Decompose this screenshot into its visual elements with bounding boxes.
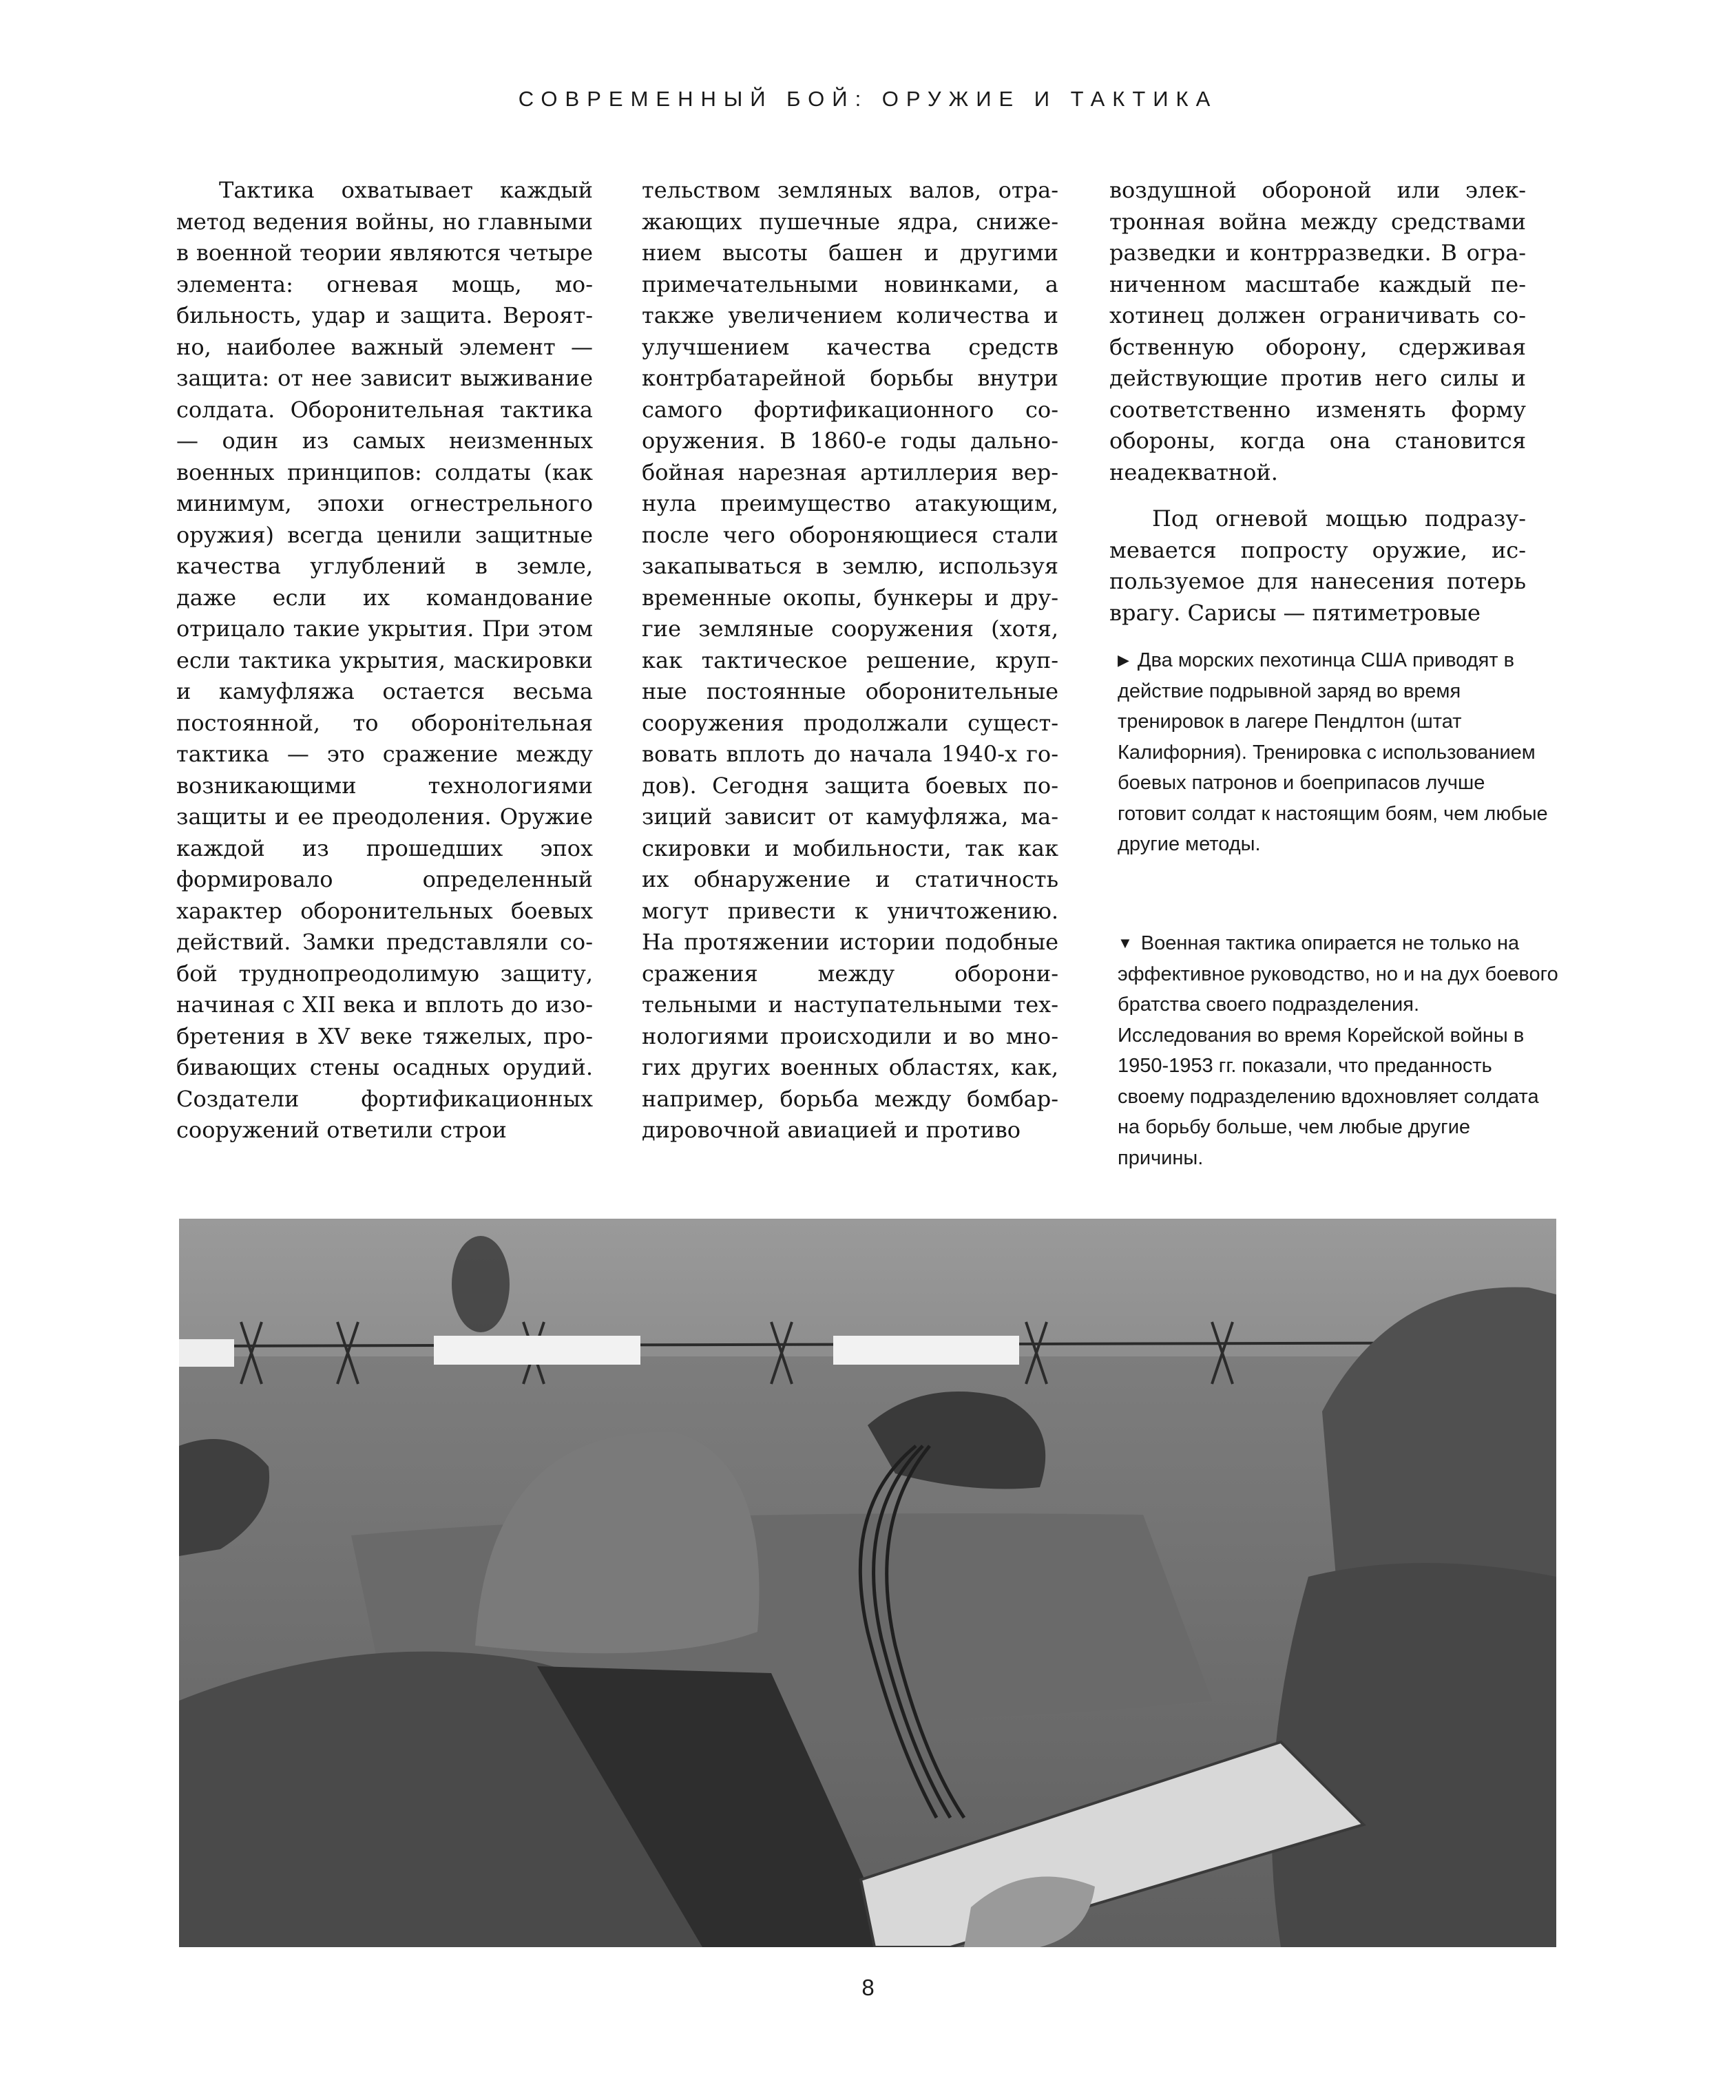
photo-target-panel [179, 1339, 234, 1367]
text-column-3 [1109, 175, 1526, 644]
text-column-1 [176, 175, 593, 1162]
page-number: 8 [861, 1975, 875, 2000]
photo-caption-below [1118, 928, 1558, 1173]
caption-arrow-right-icon: ▶ [1118, 651, 1129, 669]
text-column-2 [642, 175, 1058, 1162]
photo-soldier-right [1272, 1563, 1556, 1947]
body-paragraph: Тактика охватывает каждый метод ведения войны, но главными в военной теории являются четыре элемента: огневая мощь, мобильность, удар и защита. Вероятно, наиболее важный элемент — защита: от нее зависит выживание солдата. Оборонительная тактика — один из самых неизменных военных принципов: солдаты (как минимум, эпохи огнестрельного оружия) всегда ценили защитные качества углублений в земле, даже если их командование отрицало такие укрытия. При этом если тактика укрытия, маскировки и камуфляжа остается весьма постоянной, то оборонітельная тактика — это сражение между возникающими технологиями защиты и ее преодоления. Оружие каждой из прошедших эпох формировало определенный характер оборонительных боевых действий. Замки представляли собой труднопреодолимую защиту, начиная с XII века и вплоть до изобретения в XV веке тяжелых, пробивающих стены осадных орудий. Создатели фортификационных сооружений ответили строи [176, 177, 593, 1143]
body-paragraph: воздушной обороной или электронная война между средствами разведки и контрразведки. В ограниченном масштабе каждый пехотинец должен ограничивать собственную оборону, сдерживая действующие против него силы и соответственно изменять форму обороны, когда она становится неадекватной. [1109, 177, 1526, 485]
caption-arrow-down-icon: ▼ [1118, 934, 1133, 952]
photo-target-panel [434, 1336, 640, 1365]
caption-text: Военная тактика опирается не только на эффективное руководство, но и на дух боевого братства своего подразделения. Исследования во время Корейской войны в 1950-1953 гг. показали, что преданность своему подразделению вдохновляет солдата на борьбу больше, чем любые другие причины. [1118, 932, 1558, 1169]
photo-explosion-smoke [452, 1236, 510, 1332]
caption-text: Два морских пехотинца США приводят в действие подрывной заряд во время тренировок в лагере Пендлтон (штат Калифорния). Тренировка с использованием боевых патронов и боеприпасов лучше готовит солдат к настоящим боям, чем любые другие методы. [1118, 649, 1548, 855]
body-paragraph: тельством земляных валов, отражающих пушечные ядра, снижением высоты башен и другими примечательными новинками, а также увеличением количества и улучшением качества средств контрбатарейной борьбы внутри самого фортификационного сооружения. В 1860-е годы дальнобойная нарезная артиллерия вернула преимущество атакующим, после чего обороняющиеся стали закапываться в землю, используя временные окопы, бункеры и другие земляные сооружения (хотя, как тактическое решение, крупные постоянные оборонительные сооружения продолжали существовать вплоть до начала 1940-х годов). Сегодня защита боевых позиций зависит от камуфляжа, маскировки и мобильности, так как их обнаружение и статичность могут привести к уничтожению. На протяжении истории подобные сражения между оборонительными и наступательными технологиями происходили и во многих других военных областях, как, например, борьба между бомбардировочной авиацией и противо [642, 177, 1058, 1143]
body-paragraph: Под огневой мощью подразумевается попросту оружие, используемое для нанесения потерь врагу. Сарисы — пятиметровые [1109, 505, 1526, 626]
running-head: СОВРЕМЕННЫЙ БОЙ: ОРУЖИЕ И ТАКТИКА [518, 87, 1218, 111]
photo-marines-detonation [179, 1219, 1556, 1947]
photo-caption-right [1118, 645, 1558, 860]
photo-target-panel [833, 1336, 1019, 1365]
